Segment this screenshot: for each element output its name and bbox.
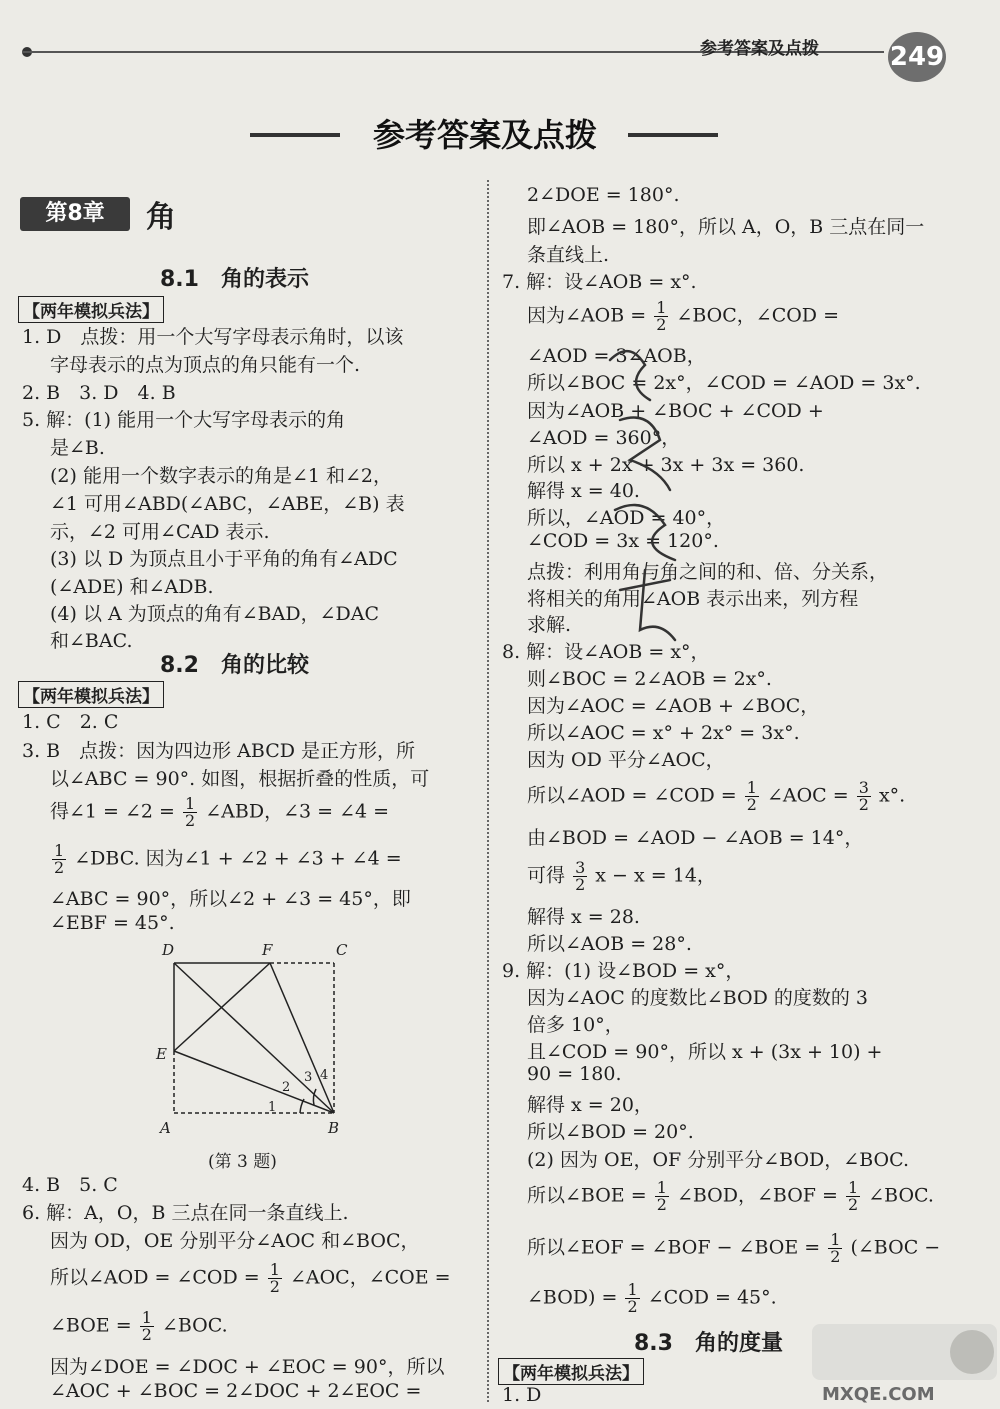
answer-line: ∠AOC + ∠BOC = 2∠DOC + 2∠EOC = — [50, 1380, 422, 1402]
answer-line: (3) 以 D 为顶点且小于平角的角有∠ADC — [50, 548, 398, 570]
answer-line: 所以∠AOB = 28°. — [527, 933, 692, 955]
answer-line: 2∠DOE = 180°. — [527, 184, 680, 206]
answer-line: 因为∠AOB = $\frac{1}{2}$ ∠BOC，∠COD = — [527, 298, 839, 334]
answer-line: ∠AOD = 360°， — [527, 427, 681, 449]
answer-line: $\frac{1}{2}$ ∠DBC. 因为∠1 + ∠2 + ∠3 + ∠4 = — [54, 841, 402, 877]
page-number: 249 — [888, 32, 946, 82]
angle-arc — [313, 1089, 316, 1105]
angle-number: 1 — [268, 1100, 277, 1115]
answer-line: 倍多 10°， — [527, 1014, 624, 1036]
fraction: $\frac{1}{2}$ — [627, 1280, 638, 1316]
answer-line: 是∠B. — [50, 437, 105, 459]
answer-line: 因为∠AOC = ∠AOB + ∠BOC， — [527, 695, 820, 717]
answer-line: (2) 能用一个数字表示的角是∠1 和∠2， — [50, 465, 393, 487]
answer-line: 所以∠AOD = ∠COD = $\frac{1}{2}$ ∠AOC = $\frac{3}{2}$ x°. — [527, 778, 906, 814]
answer-line: ∠BOD) = $\frac{1}{2}$ ∠COD = 45°. — [527, 1280, 777, 1316]
segment-fb — [270, 963, 334, 1113]
fraction: $\frac{1}{2}$ — [269, 1260, 280, 1296]
answer-line: 所以∠BOE = $\frac{1}{2}$ ∠BOD，∠BOF = $\frac{1}{2}$ ∠BOC. — [527, 1178, 934, 1214]
angle-number: 4 — [320, 1068, 329, 1083]
answer-line: 即∠AOB = 180°，所以 A，O，B 三点在同一 — [527, 216, 925, 238]
fraction: $\frac{1}{2}$ — [656, 1178, 667, 1214]
box-label: 【两年模拟兵法】 — [498, 1358, 644, 1385]
answer-line: 且∠COD = 90°，所以 x + (3x + 10) + — [527, 1041, 883, 1063]
fraction: $\frac{1}{2}$ — [141, 1308, 152, 1344]
vertex-label: D — [162, 941, 175, 959]
answer-line: (2) 因为 OE，OF 分别平分∠BOD，∠BOC. — [527, 1149, 909, 1171]
answer-line: 由∠BOD = ∠AOD − ∠AOB = 14°， — [527, 827, 864, 849]
vertex-label: A — [160, 1119, 171, 1135]
fraction: $\frac{1}{2}$ — [185, 794, 196, 830]
answer-line: 将相关的角用∠AOB 表示出来，列方程 — [527, 588, 859, 610]
answer-line: 和∠BAC. — [50, 630, 133, 652]
answer-line: 所以∠BOD = 20°. — [527, 1121, 694, 1143]
answer-line: 8. 解：设∠AOB = x°， — [502, 641, 710, 663]
answer-line: 因为 OD，OE 分别平分∠AOC 和∠BOC， — [50, 1230, 420, 1252]
answer-line: 解得 x = 28. — [527, 906, 640, 928]
answer-line: ∠ABC = 90°，所以∠2 + ∠3 = 45°，即 — [50, 888, 411, 910]
chapter-name: 角 — [146, 200, 176, 235]
vertex-label: F — [262, 941, 273, 959]
answer-line: 求解. — [527, 614, 572, 636]
watermark-url: MXQE.COM — [822, 1384, 935, 1405]
fraction: $\frac{3}{2}$ — [858, 778, 869, 814]
answer-line: 9. 解：(1) 设∠BOD = x°， — [502, 960, 745, 982]
answer-line: 解得 x = 40. — [527, 480, 640, 502]
answer-line: 以∠ABC = 90°. 如图，根据折叠的性质，可 — [50, 768, 430, 790]
answer-line: 示，∠2 可用∠CAD 表示. — [50, 521, 270, 543]
answer-line: ∠AOD = 3∠AOB， — [527, 345, 706, 367]
answer-line: 点拨：利用角与角之间的和、倍、分关系， — [527, 561, 889, 583]
answer-line: 字母表示的点为顶点的角只能有一个. — [50, 354, 361, 376]
answer-line: 1. D — [502, 1384, 542, 1406]
answer-line: ∠EBF = 45°. — [50, 912, 175, 934]
vertex-label: C — [336, 941, 348, 959]
handwriting-scribble — [590, 330, 700, 660]
answer-line: 则∠BOC = 2∠AOB = 2x°. — [527, 668, 772, 690]
answer-line: 所以，∠AOD = 40°， — [527, 507, 726, 529]
answer-line: 4. B 5. C — [22, 1174, 118, 1196]
section-heading: 8.3 角的度量 — [634, 1331, 783, 1356]
answer-line: 5. 解：(1) 能用一个大写字母表示的角 — [22, 409, 346, 431]
answer-line: 条直线上. — [527, 244, 610, 266]
answer-line: ∠1 可用∠ABD(∠ABC，∠ABE，∠B) 表 — [50, 493, 405, 515]
box-label: 【两年模拟兵法】 — [18, 681, 164, 708]
running-title: 参考答案及点拨 — [700, 39, 819, 59]
answer-line: 因为∠DOE = ∠DOC + ∠EOC = 90°，所以 — [50, 1356, 445, 1378]
answer-line: 所以∠EOF = ∠BOF − ∠BOE = $\frac{1}{2}$ (∠BOC − — [527, 1230, 941, 1266]
answer-line: ∠COD = 3x = 120°. — [527, 530, 719, 552]
fraction: $\frac{1}{2}$ — [54, 841, 65, 877]
answer-line: 所以 x + 2x + 3x + 3x = 360. — [527, 454, 805, 476]
fraction: $\frac{1}{2}$ — [656, 298, 667, 334]
diagonal-db — [174, 963, 334, 1113]
page-title: 参考答案及点拨 — [372, 116, 597, 154]
answer-line: ∠BOE = $\frac{1}{2}$ ∠BOC. — [50, 1308, 228, 1344]
fraction: $\frac{1}{2}$ — [746, 778, 757, 814]
fraction: $\frac{3}{2}$ — [575, 858, 586, 894]
answer-line: (∠ADE) 和∠ADB. — [50, 576, 214, 598]
column-divider — [487, 180, 489, 1402]
fraction: $\frac{1}{2}$ — [830, 1230, 841, 1266]
figure-caption: (第 3 题) — [208, 1152, 277, 1172]
answer-line: 7. 解：设∠AOB = x°. — [502, 271, 697, 293]
answer-line: 所以∠AOD = ∠COD = $\frac{1}{2}$ ∠AOC，∠COE = — [50, 1260, 451, 1296]
vertex-label: B — [328, 1119, 340, 1135]
answer-line: 因为∠AOB + ∠BOC + ∠COD + — [527, 400, 824, 422]
answer-line: 可得 $\frac{3}{2}$ x − x = 14， — [527, 858, 716, 894]
geometry-figure — [150, 935, 370, 1135]
answer-line: 3. B 点拨：因为四边形 ABCD 是正方形，所 — [22, 740, 416, 762]
angle-number: 3 — [304, 1070, 313, 1085]
answer-line: 1. D 点拨：用一个大写字母表示角时，以该 — [22, 326, 404, 348]
answer-line: 1. C 2. C — [22, 711, 119, 733]
section-heading: 8.1 角的表示 — [160, 267, 309, 292]
answer-line: 所以∠BOC = 2x°，∠COD = ∠AOD = 3x°. — [527, 372, 921, 394]
answer-line: 所以∠AOC = x° + 2x° = 3x°. — [527, 722, 800, 744]
section-heading: 8.2 角的比较 — [160, 653, 309, 678]
answer-line: 因为∠AOC 的度数比∠BOD 的度数的 3 — [527, 987, 869, 1009]
answer-line: 因为 OD 平分∠AOC， — [527, 749, 725, 771]
fraction: $\frac{1}{2}$ — [847, 1178, 859, 1214]
answer-line: 6. 解：A，O，B 三点在同一条直线上. — [22, 1202, 349, 1224]
vertex-label: E — [156, 1045, 167, 1063]
answer-line: 解得 x = 20， — [527, 1094, 653, 1116]
answer-line: 2. B 3. D 4. B — [22, 382, 176, 404]
box-label: 【两年模拟兵法】 — [18, 296, 164, 323]
answer-line: 得∠1 = ∠2 = $\frac{1}{2}$ ∠ABD，∠3 = ∠4 = — [50, 794, 390, 830]
answer-line: (4) 以 A 为顶点的角有∠BAD，∠DAC — [50, 603, 380, 625]
answer-line: 90 = 180. — [527, 1063, 622, 1085]
angle-number: 2 — [282, 1080, 291, 1095]
chapter-tag: 第8章 — [20, 197, 130, 231]
